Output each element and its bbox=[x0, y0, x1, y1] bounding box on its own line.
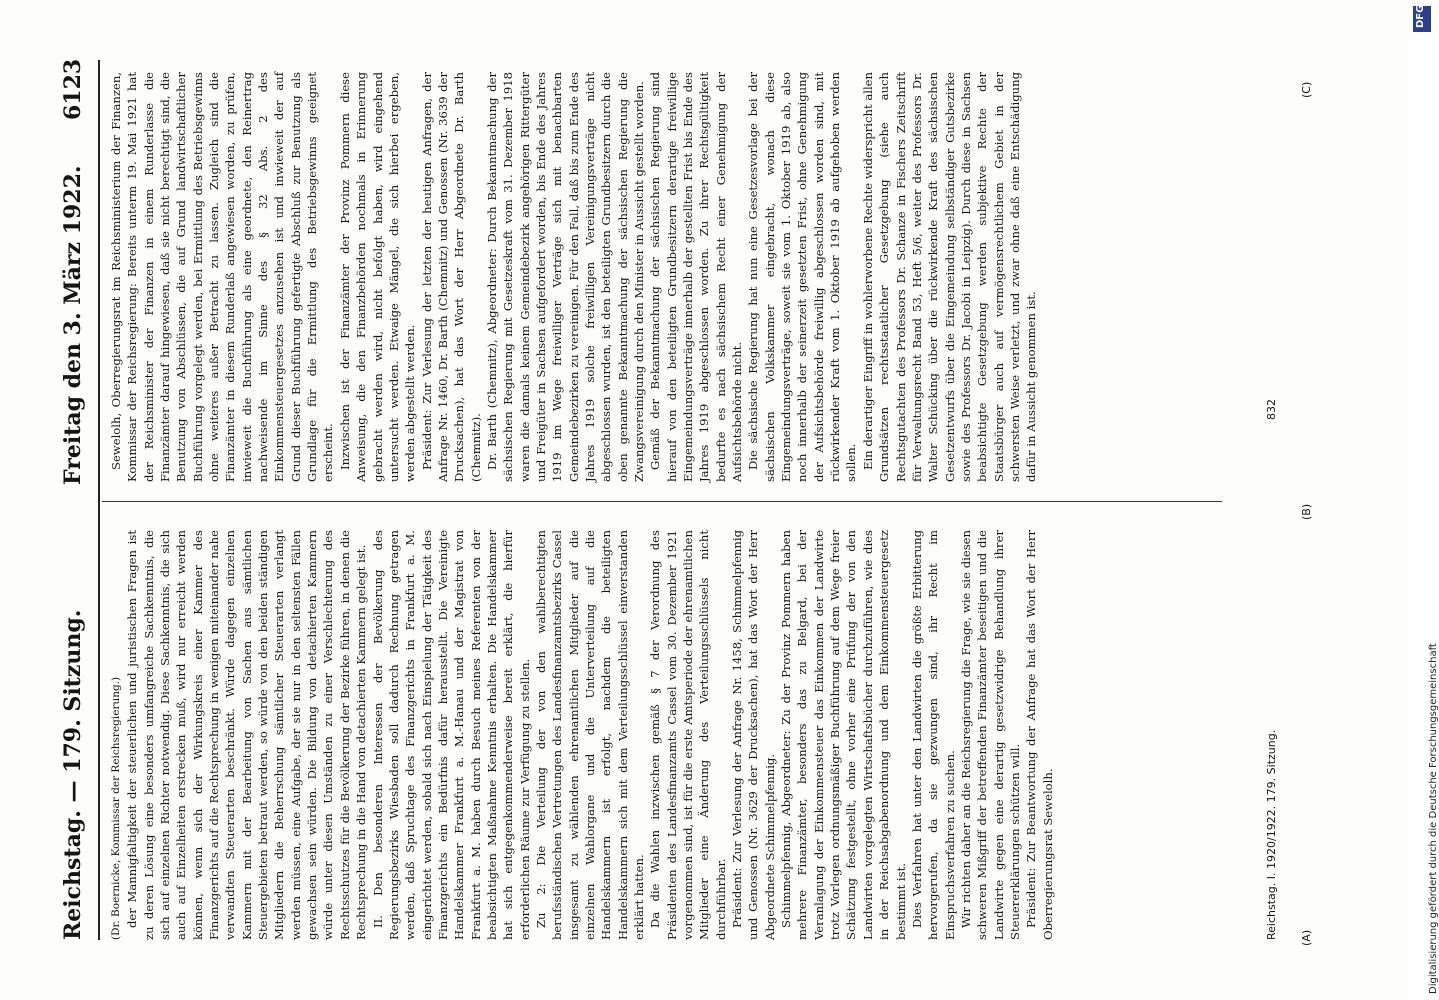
dfg-logo: DFG bbox=[1413, 6, 1431, 32]
left-col-paragraph: II. Den besonderen Interessen der Bevölkerung des Regierungsbezirks Wiesbaden soll dadurch Rechnung getragen werden, daß Spruchtage des Finanzgerichts in Frankfurt a. M. eingerichtet werden, sobald sich nach Einspielung der Tätigkeit des Finanzgerichts ein Bedürfnis dafür herausstellt. Die Vereinigte Handelskammer Frankfurt a. M.-Hanau und der Magistrat von Frankfurt a. M. haben durch Besuch meines Referenten von der beabsichtigten Maßnahme Kenntnis erhalten. Die Handelskammer hat sich entgegenkommenderweise bereit erklärt, die hierfür erforderlichen Räume zur Verfügung zu stellen. bbox=[370, 530, 532, 940]
left-col-paragraph: Zu 2: Die Verteilung der von den wahlberechtigten berufsständischen Vertretungen des Landesfinanzamtsbezirks Cassel insgesamt zu wählenden ehrenamtlichen Mitglieder auf die einzelnen Wahlorgane und die Unterverteilung auf die Handelskammern ist erfolgt, nachdem die beteiligten Handelskammern sich mit dem Verteilungsschlüssel einverstanden erklärt hatten. bbox=[533, 530, 646, 940]
left-col-paragraph: Schimmelpfennig, Abgeordneter: Zu der Provinz Pommern haben mehrere Finanzämter, besonders das zu Belgard, bei der Veranlagung der Einkommensteuer das Einkommen der Landwirte trotz Vorlegen ordnungsmäßiger Buchführung auf dem Wege freier Schätzung festgestellt, ohne vorher eine Prüfung der von den Landwirten vorgelegten Wirtschaftsbücher durchzuführen, wie dies in der Reichsabgabenordnung und dem Einkommensteuergesetz bestimmt ist. bbox=[779, 530, 908, 940]
header-rule bbox=[98, 60, 100, 940]
right-col-paragraph: Die sächsische Regierung hat nun eine Gesetzesvorlage bei der sächsischen Volkskammer eingebracht, wonach diese Eingemeindungsverträge, soweit sie vom 1. Oktober 1919 ab, also noch innerhalb der seinerzeit gesetzten Frist, ohne Genehmigung der Aufsichtsbehörde freiwillig abgeschlossen worden sind, mit rückwirkender Kraft vom 1. Oktober 1919 ab aufgehoben werden sollen. bbox=[746, 72, 859, 482]
left-col-paragraph: der Mannigfaltigkeit der steuerlichen und juristischen Fragen ist zu deren Lösung eine besonders umfangreiche Sachkenntnis, die sich auf einzelnen Richter notwendig. Diese Sachkenntnis, die sich auch auf Einzelheiten erstrecken muß, wird nur erreicht werden können, wenn sich der Wirkungskreis einer Kammer des Finanzgerichts auf die Rechtsprechung in wenigen miteinander nahe verwandten Steuerarten beschränkt. Würde dagegen einzelnen Kammern mit der Bearbeitung von Sachen aus sämtlichen Steuergebieten betraut werden, so würde von den beiden ständigen Mitgliedern die Beherrschung sämtlicher Steuerarten verlangt werden müssen, eine Aufgabe, der sie nur in den seltensten Fällen gewachsen sein würden. Die Bildung von detachierten Kammern würde unter diesen Umständen zu einer Verschlechterung des Rechtsschutzes für die Bevölkerung der Bezirke führen, in denen die Rechtsprechung in die Hand von detachierten Kammern gelegt ist. bbox=[125, 530, 369, 940]
digitization-credit: Digitalisierung gefördert durch die Deutsche Forschungsgemeinschaft bbox=[1428, 643, 1439, 994]
left-col-paragraph: Präsident: Zur Verlesung der Anfrage Nr. 1458, Schimmelpfennig und Genossen (Nr. 3629 der Drucksachen), hat das Wort der Herr Abgeordnete Schimmelpfennig. bbox=[730, 530, 777, 940]
header-page-number: 6123 bbox=[60, 58, 86, 120]
header-center-title: Freitag den 3. März 1922. bbox=[60, 165, 86, 485]
left-column bbox=[108, 530, 1303, 940]
right-col-paragraph: Präsident: Zur Verlesung der letzten der heutigen Anfragen, der Anfrage Nr. 1460, Dr. Barth (Chemnitz) und Genossen (Nr. 3639 der Drucksachen), hat das Wort der Herr Abgeordnete Dr. Barth (Chemnitz). bbox=[419, 72, 483, 482]
column-divider bbox=[102, 501, 1222, 502]
right-column bbox=[108, 72, 1303, 482]
page-header bbox=[60, 60, 86, 940]
left-col-paragraph: Da die Wahlen inzwischen gemäß § 7 der Verordnung des Präsidenten des Landesfinanzamts Cassel vom 30. Dezember 1921 vorgenommen sind, ist für die erste Amtsperiode der ehrenamtlichen Mitglieder eine Änderung des Verteilungsschlüssels nicht durchführbar. bbox=[648, 530, 728, 940]
left-col-paragraph: Präsident: Zur Beantwortung der Anfrage hat das Wort der Herr Oberregierungsrat Sewelolh. bbox=[1024, 530, 1055, 940]
margin-letter-c: (C) bbox=[1300, 81, 1313, 98]
left-col-paragraph: Wir richten daher an die Reichsregierung die Frage, wie sie diesen schweren Mißgriff der betreffenden Finanzämter beseitigen und die Landwirte gegen eine derartig gesetzwidrige Behandlung ihrer Steuererklärungen schützen will. bbox=[958, 530, 1022, 940]
footer-citation: Reichstag. I. 1920/1922. 179. Sitzung. bbox=[1265, 729, 1278, 940]
right-col-paragraph: Dr. Barth (Chemnitz), Abgeordneter: Durch Bekanntmachung der sächsischen Regierung mit Gesetzeskraft vom 31. Dezember 1918 waren die damals keinem Gemeindebezirk angehörigen Rittergüter und Freigüter in Sachsen aufgefordert worden, bis Ende des Jahres 1919 im Wege freiwilliger Verträge sich mit benachbarten Gemeindebezirken zu vereinigen. Für den Fall, daß bis zum Ende des Jahres 1919 solche freiwilligen Vereinigungsverträge nicht abgeschlossen wurden, ist den beteiligten Grundbesitzern durch die oben genannte Bekanntmachung der sächsischen Regierung die Zwangsvereinigung durch den Minister in Aussicht gestellt worden. bbox=[484, 72, 646, 482]
left-col-speaker-note: (Dr. Boernicke, Kommissar der Reichsregierung.) bbox=[110, 676, 122, 940]
right-col-paragraph: Sewelolh, Oberregierungsrat im Reichsministerium der Finanzen, Kommissar der Reichsregierung: Bereits unterm 19. Mai 1921 hat der Reichsminister der Finanzen in einem Runderlasse die Finanzämter darauf hingewiesen, daß sie nicht berechtigt sind, die Benutzung von Abschlüssen, die auf Grund landwirtschaftlicher Buchführung vorgelegt werden, bei Ermittlung des Betriebsgewinns ohne weiteres außer Betracht zu lassen. Zugleich sind die Finanzämter in diesem Runderlaß angewiesen worden, zu prüfen, inwieweit die Buchführung als eine geordnete, den Reinertrag nachweisende im Sinne des § 32 Abs. 2 des Einkommensteuergesetzes anzusehen ist und inwieweit der auf Grund dieser Buchführung gefertigte Abschluß zur Benutzung als Grundlage für die Ermittlung des Betriebsgewinns geeignet erscheint. bbox=[109, 72, 336, 482]
right-col-paragraph: Ein derartiger Eingriff in wohlerworbene Rechte widerspricht allen Grundsätzen rechtsstaatlicher Gesetzgebung (siehe auch Rechtsgutachten des Professors Dr. Schanze in Fischers Zeitschrift für Verwaltungsrecht Band 53, Heft 5/6, weiter des Professors Dr. Walter Schücking über die rückwirkende Kraft des sächsischen Gesetzentwurfs über die Eingemeindung selbständiger Gutsbezirke sowie des Professors Dr. Jacobi in Leipzig). Durch diese in Sachsen beabsichtigte Gesetzgebung werden subjektive Rechte der Staatsbürger auch auf vermögensrechtlichem Gebiet in der schwersten Weise verletzt, und zwar ohne daß eine Entschädigung dafür in Aussicht genommen ist. bbox=[860, 72, 1039, 482]
margin-letter-a: (A) bbox=[1300, 929, 1313, 946]
footer-page-code: 832 bbox=[1265, 399, 1278, 420]
rotated-printed-page bbox=[60, 58, 1400, 946]
right-col-paragraph: Inzwischen ist der Finanzämter der Provinz Pommern diese Anweisung, die den Finanzbehörden nochmals in Erinnerung gebracht werden wird, nicht befolgt haben, wird eingehend untersucht werden. Etwaige Mängel, die sich hierbei ergeben, werden abgestellt werden. bbox=[337, 72, 418, 482]
left-col-paragraph: Dies Verfahren hat unter den Landwirten die größte Erbitterung hervorgerufen, da sie gezwungen sind, ihr Recht im Einspruchsverfahren zu suchen. bbox=[909, 530, 957, 940]
header-left-title: Reichstag. — 179. Sitzung. bbox=[60, 609, 86, 940]
margin-letter-b: (B) bbox=[1300, 503, 1313, 520]
right-col-paragraph: Gemäß der Bekanntmachung der sächsischen Regierung sind hierauf von den beteiligten Grundbesitzern derartige freiwillige Eingemeindungsverträge innerhalb der gestellten Frist bis Ende des Jahres 1919 abgeschlossen worden. Zu ihrer Rechtsgültigkeit bedurfte es nach sächsischem Recht einer Genehmigung der Aufsichtsbehörde nicht. bbox=[648, 72, 745, 482]
